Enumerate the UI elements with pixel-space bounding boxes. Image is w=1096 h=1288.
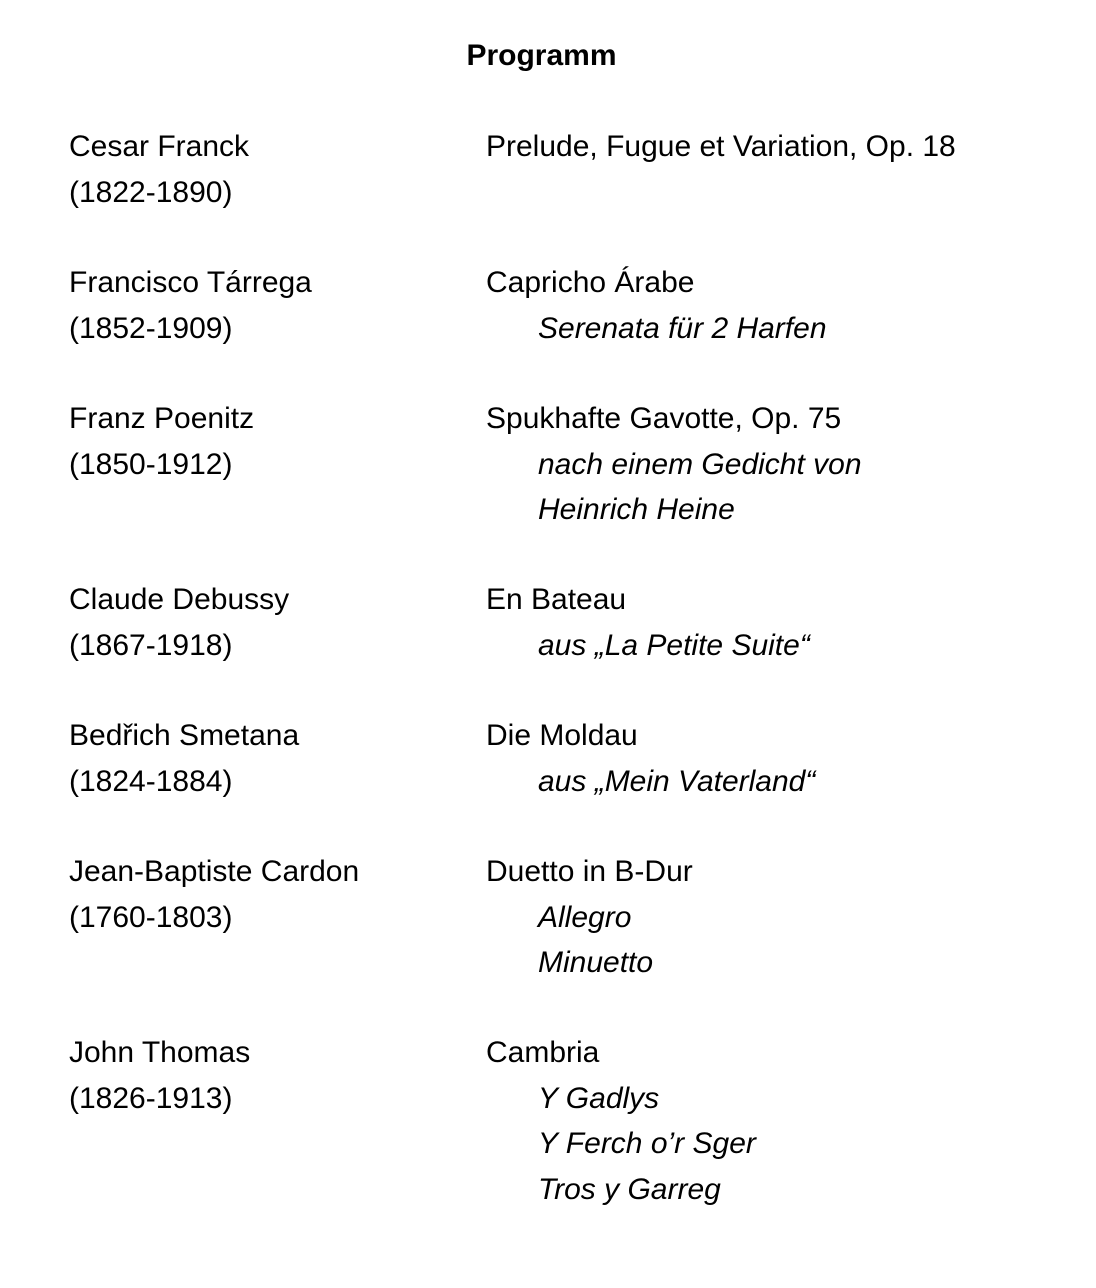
work-block [486, 124, 1076, 170]
work-subtitle: Y Ferch o’r Sger [538, 1127, 756, 1160]
work-subtitle: Heinrich Heine [538, 493, 735, 526]
composer-name: Cesar Franck [69, 130, 250, 163]
work-subtitle: aus „La Petite Suite“ [538, 628, 810, 662]
work-subtitle: Allegro [538, 900, 632, 934]
composer-block [69, 260, 469, 351]
composer-block [69, 1030, 469, 1121]
work-subtitle: Y Gadlys [538, 1081, 660, 1115]
composer-dates: (1850-1912) [69, 447, 233, 481]
work-title: En Bateau [486, 583, 627, 616]
work-block [486, 849, 1076, 986]
work-subtitle: Minuetto [538, 946, 654, 979]
composer-block [69, 577, 469, 668]
composer-dates: (1760-1803) [69, 900, 233, 934]
work-subtitle: Tros y Garreg [538, 1172, 721, 1206]
composer-block [69, 124, 469, 215]
composer-block [69, 396, 469, 487]
work-subtitle: aus „Mein Vaterland“ [538, 764, 816, 798]
work-title: Capricho Árabe [486, 266, 695, 299]
work-title: Prelude, Fugue et Variation, Op. 18 [486, 130, 956, 163]
work-subtitle: Serenata für 2 Harfen [538, 311, 827, 345]
work-title: Die Moldau [486, 719, 638, 752]
composer-block [69, 849, 469, 940]
work-block [486, 260, 1076, 351]
work-subtitle: nach einem Gedicht von [538, 447, 862, 481]
work-block [486, 396, 1076, 533]
composer-dates: (1822-1890) [69, 175, 233, 209]
composer-name: John Thomas [69, 1036, 251, 1069]
work-block [486, 1030, 1076, 1212]
work-block [486, 713, 1076, 804]
work-title: Duetto in B-Dur [486, 855, 693, 888]
composer-name: Jean-Baptiste Cardon [69, 855, 360, 888]
work-title: Spukhafte Gavotte, Op. 75 [486, 402, 842, 435]
composer-name: Bedřich Smetana [69, 719, 300, 752]
composer-dates: (1852-1909) [69, 311, 233, 345]
page-title: Programm [466, 39, 617, 72]
composer-dates: (1867-1918) [69, 628, 233, 662]
composer-dates: (1826-1913) [69, 1081, 233, 1115]
composer-dates: (1824-1884) [69, 764, 233, 798]
composer-name: Claude Debussy [69, 583, 290, 616]
composer-name: Franz Poenitz [69, 402, 255, 435]
composer-block [69, 713, 469, 804]
work-block [486, 577, 1076, 668]
composer-name: Francisco Tárrega [69, 266, 312, 299]
work-title: Cambria [486, 1036, 600, 1069]
